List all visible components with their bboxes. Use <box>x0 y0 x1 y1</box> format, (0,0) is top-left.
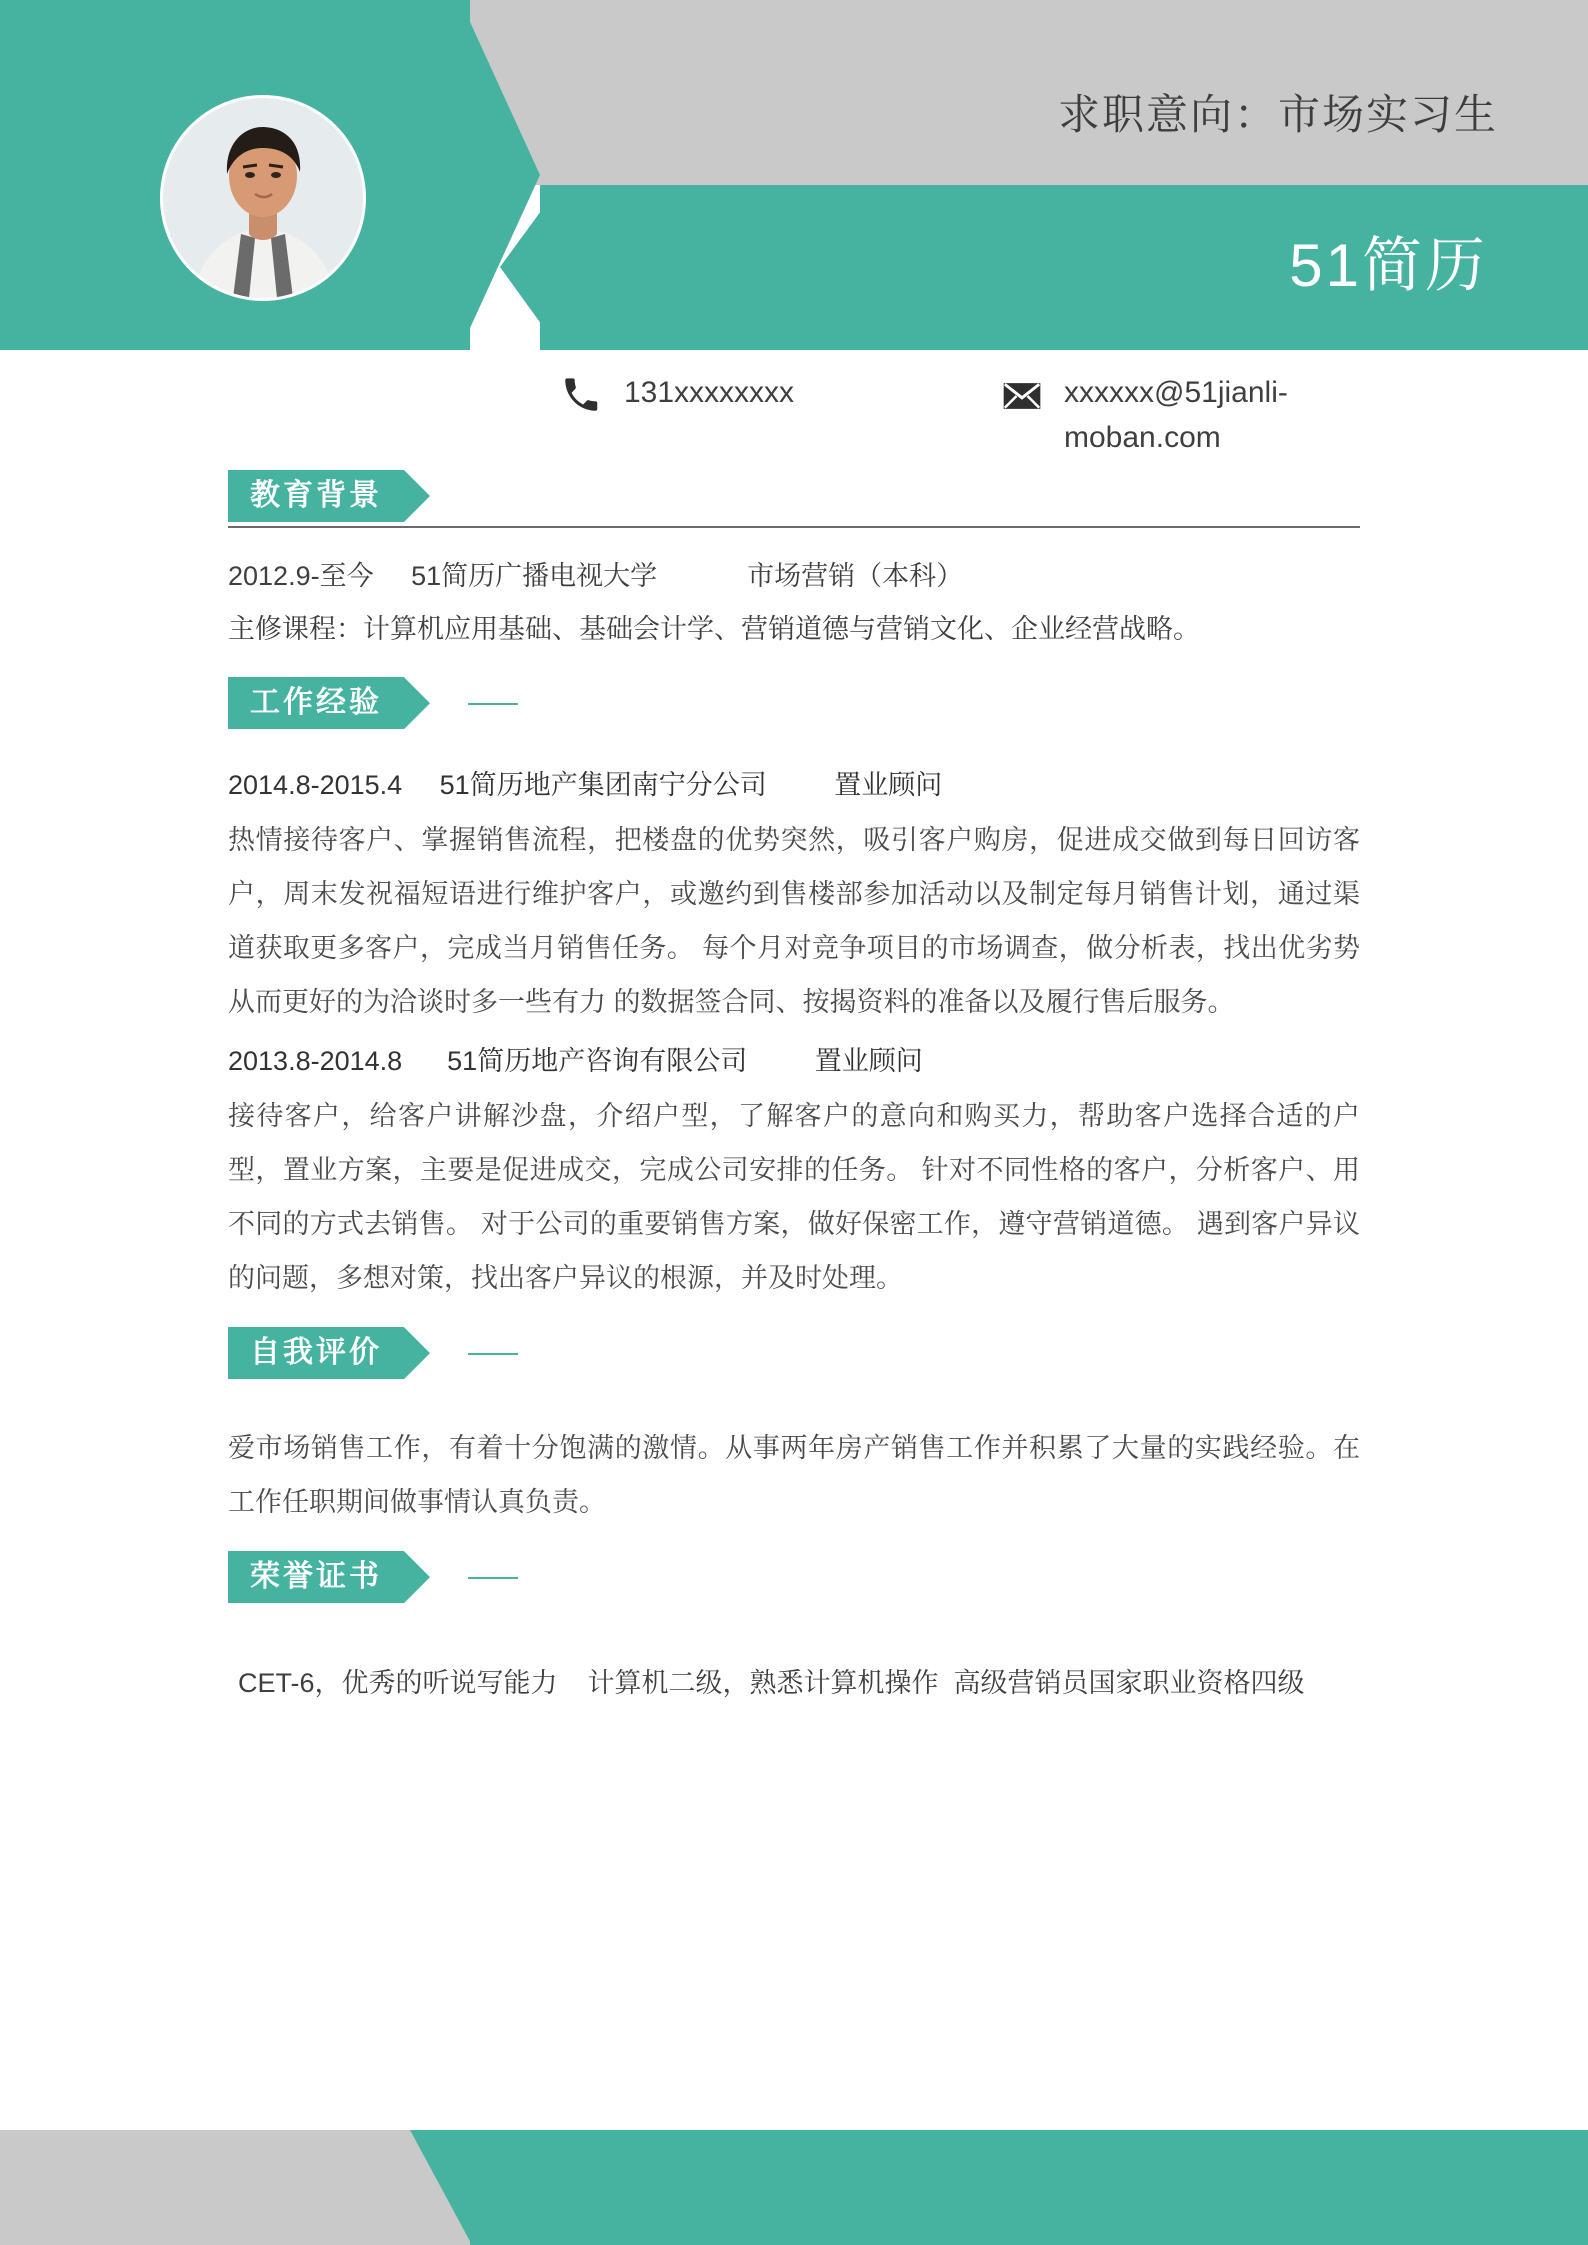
section-tag-honors: 荣誉证书 <box>228 1551 404 1603</box>
mail-icon <box>1000 374 1046 431</box>
avatar <box>160 95 366 301</box>
section-header <box>228 677 1360 733</box>
section-body-experience <box>228 743 1360 1305</box>
section-tag-experience: 工作经验 <box>228 677 404 729</box>
section-arrow-line <box>468 1353 518 1355</box>
section-rule <box>228 526 1360 528</box>
section-body-self-evaluation <box>228 1393 1360 1529</box>
section-self-evaluation <box>0 1327 1588 1529</box>
phone-icon <box>560 374 606 429</box>
honors-text: CET-6，优秀的听说写能力 计算机二级，熟悉计算机操作 高级营销员国家职业资格四级 <box>238 1668 1305 1699</box>
education-line-2: 主修课程：计算机应用基础、基础会计学、营销道德与营销文化、企业经营战略。 <box>228 613 1200 644</box>
section-body-education <box>228 536 1360 655</box>
contact-phone <box>560 370 890 429</box>
experience-entry-desc: 接待客户，给客户讲解沙盘，介绍户型，了解客户的意向和购买力，帮助客户选择合适的户型，置业方案，主要是促进成交，完成公司安排的任务。 针对不同性格的客户，分析客户、用不同的方式去销售。 对于公司的重要销售方案，做好保密工作，遵守营销道德。 遇到客户异议的问题，多想对策，找出客户异议的根源，并及时处理。 <box>228 1101 1360 1294</box>
section-honors <box>0 1551 1588 1710</box>
section-body-honors <box>228 1617 1360 1710</box>
section-header <box>228 470 1360 526</box>
email-text: xxxxxx@51jianli-moban.com <box>1064 376 1288 454</box>
section-tag-self-evaluation: 自我评价 <box>228 1327 404 1379</box>
section-experience <box>0 677 1588 1305</box>
section-education <box>0 470 1588 655</box>
experience-entry-title: 2013.8-2014.8 51简历地产咨询有限公司 置业顾问 <box>228 1046 923 1077</box>
experience-entry-title: 2014.8-2015.4 51简历地产集团南宁分公司 置业顾问 <box>228 770 943 801</box>
experience-entry-desc: 热情接待客户、掌握销售流程，把楼盘的优势突然，吸引客户购房，促进成交做到每日回访客户，周末发祝福短语进行维护客户，或邀约到售楼部参加活动以及制定每月销售计划，通过渠道获取更多客户，完成当月销售任务。 每个月对竞争项目的市场调查，做分析表，找出优劣势从而更好的为洽谈时多一些有力 的数据签合同、按揭资料的准备以及履行售后服务。 <box>228 825 1360 1018</box>
self-evaluation-text: 爱市场销售工作，有着十分饱满的激情。从事两年房产销售工作并积累了大量的实践经验。在工作任职期间做事情认真负责。 <box>228 1433 1360 1518</box>
brand-name: 51简历 <box>1289 232 1488 299</box>
resume-header <box>0 0 1588 350</box>
education-line-1: 2012.9-至今 51简历广播电视大学 市场营销（本科） <box>228 561 964 591</box>
section-tag-education: 教育背景 <box>228 470 404 522</box>
section-header <box>228 1327 1360 1383</box>
resume-body <box>0 470 1588 1718</box>
avatar-photo <box>163 98 363 298</box>
section-arrow-line <box>468 1577 518 1579</box>
contact-bar <box>0 352 1588 482</box>
job-intent: 求职意向：市场实习生 <box>1057 91 1498 138</box>
footer-teal-band <box>470 2130 1588 2245</box>
contact-email <box>1000 370 1430 460</box>
section-arrow-line <box>468 703 518 705</box>
phone-text: 131xxxxxxxx <box>624 376 795 409</box>
section-header <box>228 1551 1360 1607</box>
resume-footer <box>0 2130 1588 2245</box>
